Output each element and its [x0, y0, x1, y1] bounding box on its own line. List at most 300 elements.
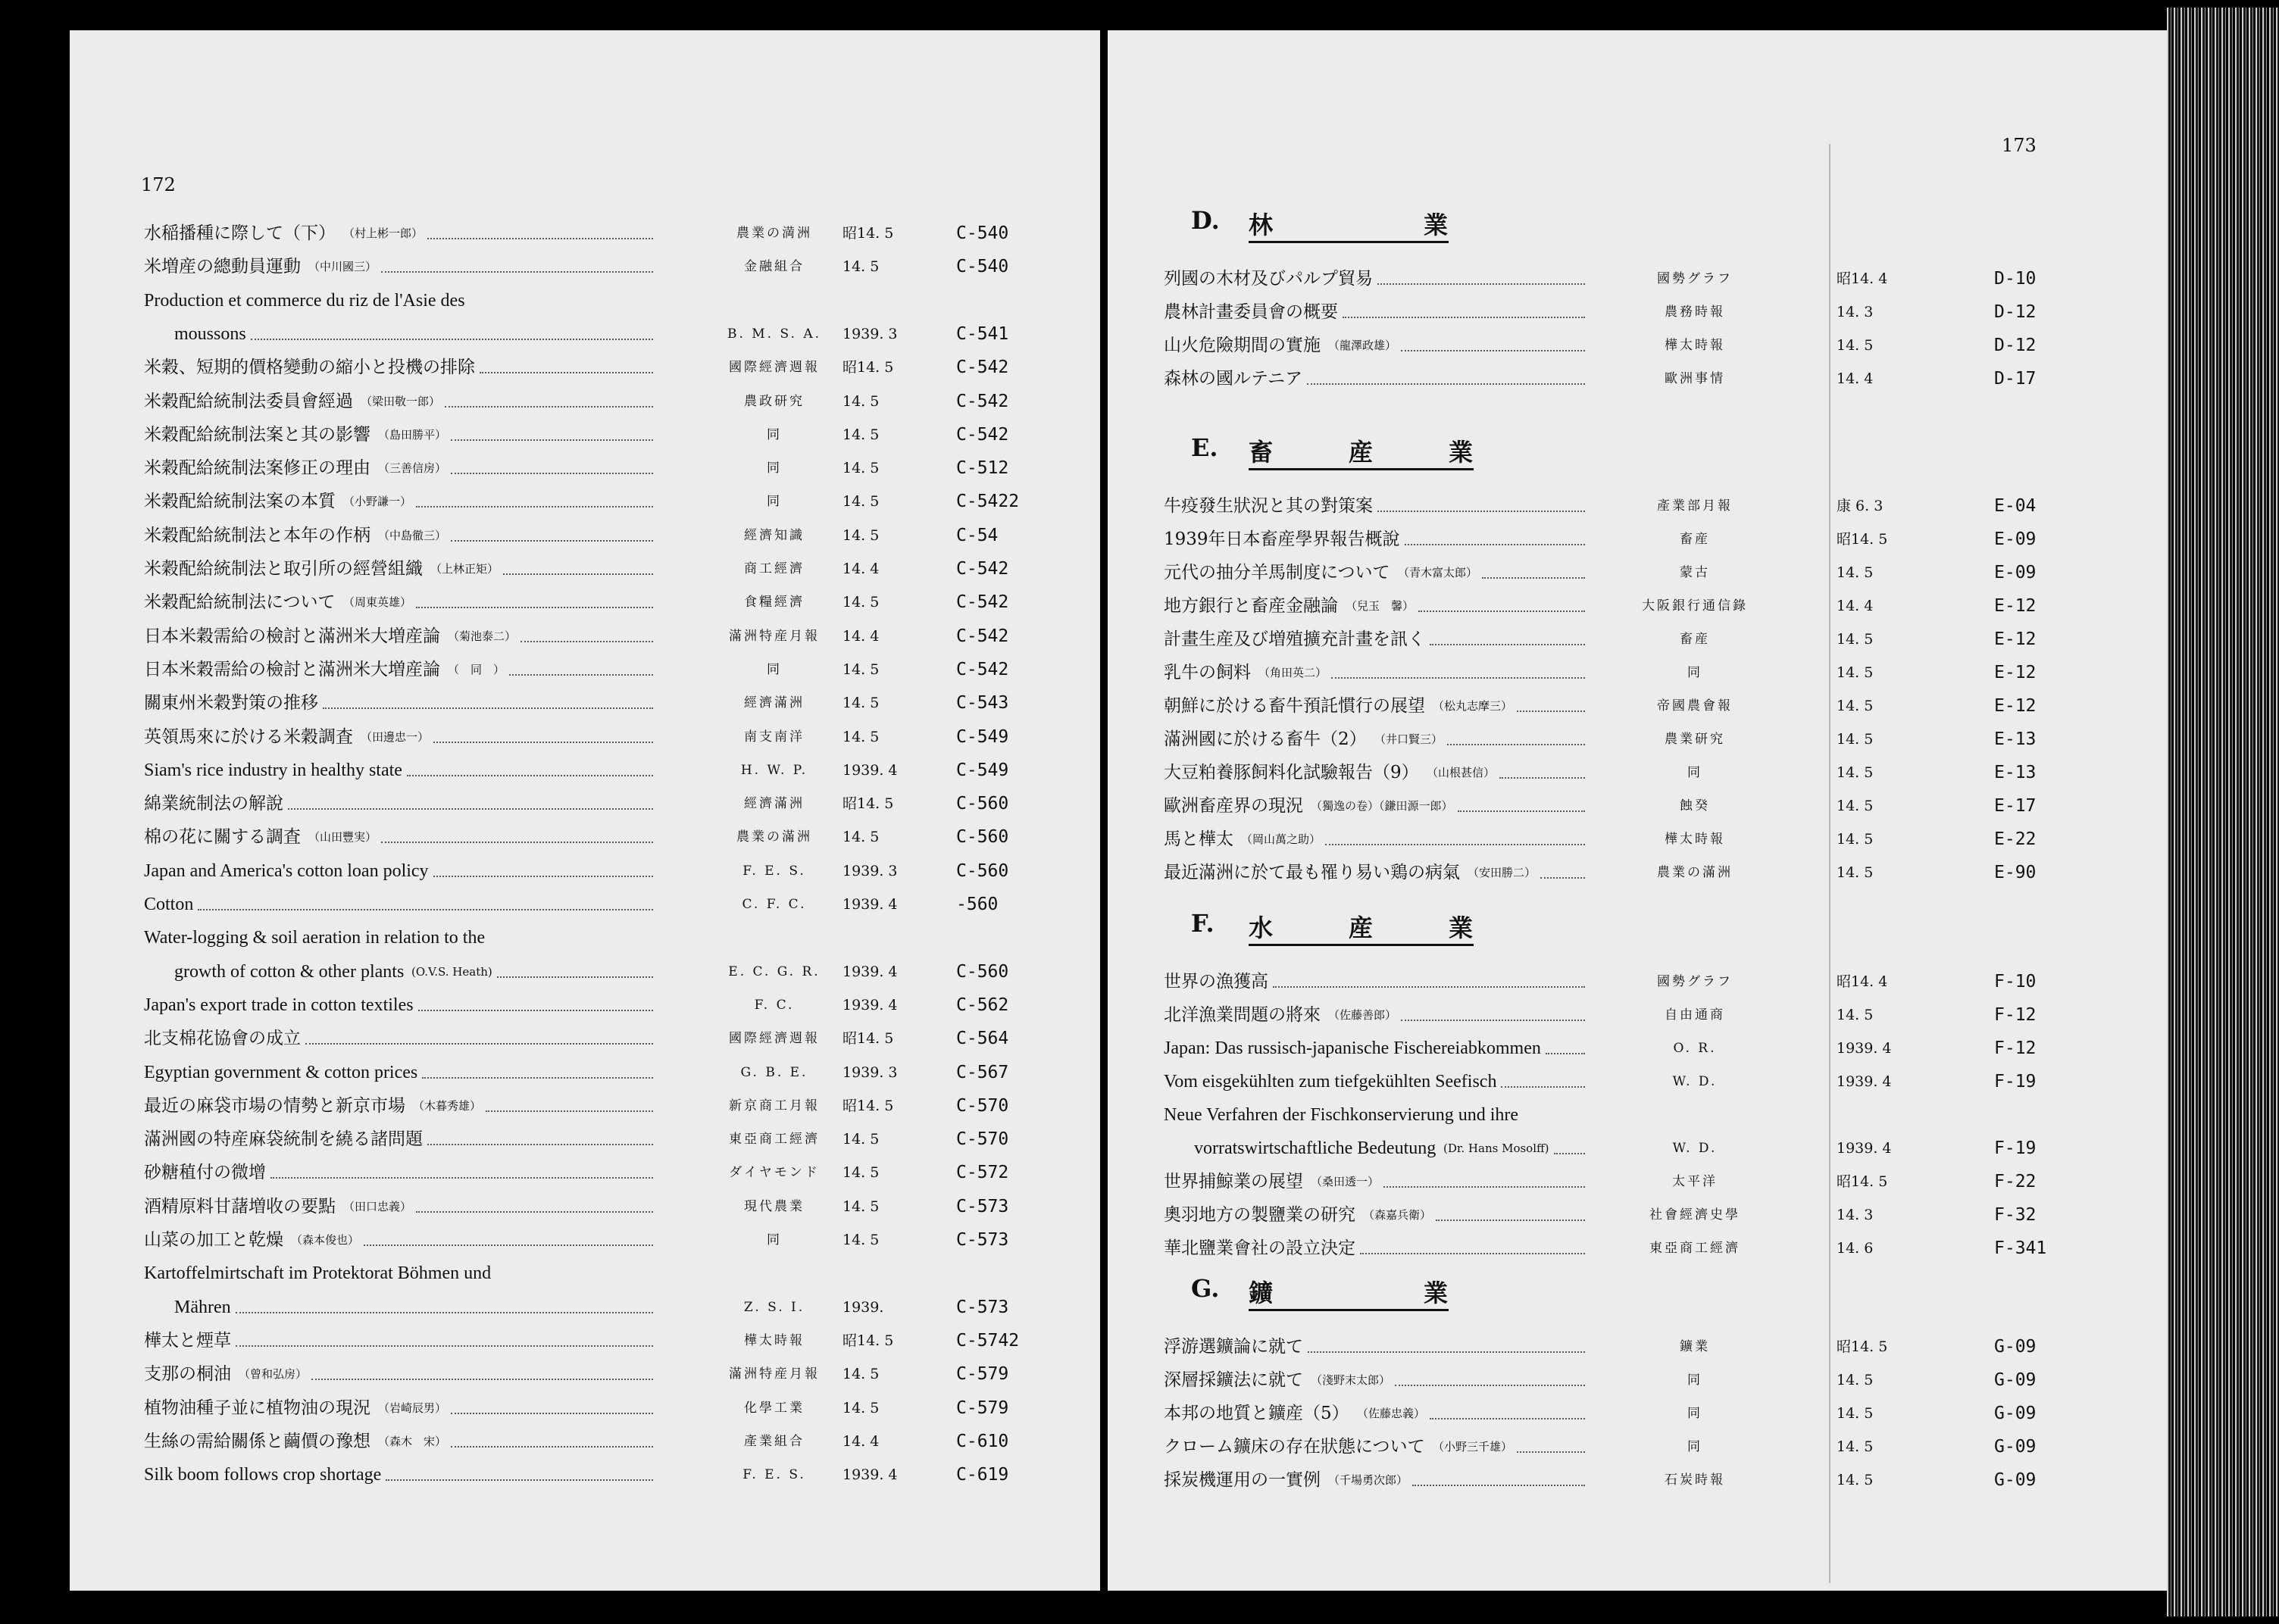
list-item	[70, 723, 1100, 751]
entry-date: 昭14. 5	[1837, 1338, 1888, 1355]
entry-source: 經濟知識	[744, 527, 805, 543]
entry-source: 畜産	[1680, 632, 1710, 647]
section-heading: 鑛 業	[1249, 1274, 1449, 1311]
entry-code: E-12	[1994, 596, 2037, 616]
entry-date: 1939. 4	[843, 761, 898, 779]
entry-date: 14. 5	[1837, 337, 1874, 354]
leader-dots	[364, 1217, 653, 1246]
leader-dots	[1430, 617, 1585, 645]
entry-author: （岡山萬之助）	[1241, 832, 1321, 846]
entry-date: 14. 5	[843, 594, 880, 611]
entry-source: H. W. P.	[740, 762, 808, 778]
entry-source: 同	[1687, 1373, 1702, 1388]
leader-dots	[1546, 1026, 1585, 1054]
entry-date: 昭14. 5	[843, 1332, 894, 1349]
entry-date: 1939. 3	[843, 1063, 898, 1081]
entry-title: 滿洲國に於ける畜牛（2）	[1164, 729, 1367, 749]
entry-code: C-560	[956, 961, 1009, 982]
entry-title: 水稲播種に際して（下）	[144, 223, 336, 243]
entry-date: 14. 5	[1837, 664, 1874, 681]
entry-date: 昭14. 5	[843, 795, 894, 813]
entry-source: G. B. E.	[740, 1064, 808, 1080]
entry-author: （小野謙一）	[343, 495, 412, 509]
entry-title: 樺太と煙草	[144, 1330, 231, 1351]
list-item	[70, 623, 1100, 650]
entry-title: 米穀配給統制法案と其の影響	[144, 424, 370, 445]
entry-author: （中島徹三）	[378, 528, 447, 542]
leader-dots	[1436, 1192, 1585, 1221]
list-item	[70, 891, 1100, 918]
entry-date: 14. 5	[843, 1131, 880, 1148]
entry-author: （森木 宋）	[378, 1434, 447, 1448]
entry-title: 元代の抽分羊馬制度について	[1164, 563, 1390, 582]
entry-source: 農業研究	[1665, 732, 1725, 747]
entry-title: Water-logging & soil aeration in relation to the	[144, 928, 486, 948]
entry-date: 14. 5	[1837, 631, 1874, 648]
page-number: 173	[2002, 135, 2037, 156]
entry-date: 1939. 3	[843, 862, 898, 879]
list-item	[70, 354, 1100, 381]
list-item	[1108, 659, 2167, 686]
entry-code: C-5422	[956, 492, 1020, 512]
leader-dots	[1405, 517, 1585, 545]
entry-author: （周東英雄）	[343, 595, 412, 610]
entry-code: E-22	[1994, 829, 2037, 849]
leader-dots	[386, 1452, 653, 1481]
leader-dots	[451, 1385, 653, 1414]
entry-date: 14. 5	[1837, 698, 1874, 714]
entry-title: vorratswirtschaftliche Bedeutung	[1194, 1138, 1436, 1158]
leader-dots	[305, 1016, 653, 1045]
list-item	[1108, 859, 2167, 886]
entry-title: Cotton	[144, 895, 194, 914]
entry-source: 滿洲特産月報	[729, 1366, 820, 1382]
entry-title: Mähren	[174, 1297, 231, 1317]
entry-code: C-560	[956, 860, 1009, 881]
entry-source: 現代農業	[744, 1198, 805, 1214]
list-item	[70, 958, 1100, 985]
list-item	[70, 1428, 1100, 1455]
leader-dots	[1307, 356, 1585, 385]
leader-dots	[480, 345, 653, 373]
entry-title: 滿洲國の特産麻袋統制を繞る諸問題	[144, 1129, 423, 1150]
entry-source: 樺太時報	[1665, 338, 1725, 353]
entry-title: 森林の國ルテニア	[1164, 369, 1303, 389]
entry-code: E-12	[1994, 663, 2037, 682]
entry-title: 奧羽地方の製鹽業の研究	[1164, 1205, 1355, 1225]
entry-code: E-09	[1994, 563, 2037, 582]
entry-code: C-542	[956, 592, 1009, 613]
leader-dots	[1377, 483, 1585, 512]
leader-dots	[1383, 1159, 1585, 1188]
entry-code: G-09	[1994, 1404, 2037, 1423]
entry-source: B. M. S. A.	[727, 326, 822, 342]
entry-date: 14. 4	[1837, 370, 1874, 387]
entry-author: （安田勝二）	[1468, 866, 1537, 879]
entry-date: 昭14. 4	[1837, 973, 1888, 990]
list-item	[70, 790, 1100, 817]
entry-code: D-17	[1994, 369, 2037, 389]
list-item	[70, 757, 1100, 784]
entry-code: -560	[956, 895, 999, 914]
entry-source: 社會經濟史學	[1649, 1207, 1740, 1223]
entry-code: F-341	[1994, 1238, 2047, 1258]
leader-dots	[521, 614, 653, 642]
entry-title: 最近の麻袋市場の情勢と新京市場	[144, 1095, 405, 1116]
leader-dots	[451, 445, 653, 474]
leader-dots	[1540, 850, 1585, 879]
list-item	[70, 454, 1100, 482]
right-page	[1108, 30, 2167, 1591]
entry-date: 14. 5	[843, 728, 880, 745]
leader-dots	[451, 513, 653, 542]
leader-dots	[1418, 583, 1585, 612]
leader-dots	[1331, 650, 1585, 679]
list-item	[1108, 298, 2167, 326]
entry-source: 國際經濟週報	[729, 360, 820, 376]
leader-dots	[1401, 323, 1585, 351]
entry-title: クローム鑛床の存在狀態について	[1164, 1437, 1425, 1457]
entry-code: C-573	[956, 1297, 1009, 1317]
entry-source: 蝕癸	[1680, 798, 1710, 814]
entry-code: C-562	[956, 995, 1009, 1015]
leader-dots	[416, 579, 653, 608]
list-item	[70, 1327, 1100, 1354]
entry-title: 英領馬來に於ける米穀調査	[144, 726, 353, 747]
list-item	[1108, 792, 2167, 820]
list-item	[70, 287, 1100, 314]
leader-dots	[1360, 1226, 1585, 1254]
list-item	[1108, 492, 2167, 520]
leader-dots	[433, 714, 653, 743]
entry-title: 米増産の總動員運動	[144, 257, 301, 277]
list-item	[70, 1394, 1100, 1422]
entry-title: Neue Verfahren der Fischkonservierung und ihre	[1164, 1105, 1519, 1125]
entry-code: E-13	[1994, 763, 2037, 782]
entry-date: 14. 3	[1837, 304, 1874, 320]
list-item	[70, 1226, 1100, 1254]
entry-source: 經濟滿洲	[744, 796, 805, 812]
entry-code: E-13	[1994, 729, 2037, 749]
entry-source: 國勢グラフ	[1657, 271, 1733, 286]
entry-date: 14. 5	[1837, 731, 1874, 748]
entry-date: 14. 3	[1837, 1207, 1874, 1223]
entry-author: （田邊忠一）	[361, 729, 430, 744]
entry-date: 昭14. 5	[1837, 531, 1888, 548]
entry-source: E. C. G. R.	[728, 963, 821, 979]
entry-code: C-579	[956, 1398, 1009, 1418]
entry-title: 棉の花に關する調査	[144, 827, 301, 848]
leader-dots	[1517, 683, 1585, 712]
entry-date: 1939. 4	[843, 1466, 898, 1484]
leader-dots	[1499, 750, 1585, 779]
entry-code: C-543	[956, 693, 1009, 714]
entry-code: D-10	[1994, 269, 2037, 289]
entry-title: 浮游選鑛論に就て	[1164, 1337, 1303, 1357]
entry-code: G-09	[1994, 1437, 2037, 1457]
entry-title: 歐洲畜産界の現況	[1164, 796, 1303, 816]
list-item	[1108, 1201, 2167, 1229]
section-heading: 水 産 業	[1249, 909, 1474, 946]
entry-date: 昭14. 5	[1837, 1173, 1888, 1190]
list-item	[70, 1025, 1100, 1052]
list-item	[70, 992, 1100, 1019]
entry-title: growth of cotton & other plants	[174, 961, 405, 982]
leader-dots	[270, 1150, 653, 1179]
list-item	[70, 320, 1100, 348]
list-item	[70, 1092, 1100, 1120]
entry-code: G-09	[1994, 1370, 2037, 1390]
entry-title: 大豆粕養豚飼料化試驗報告（9）	[1164, 763, 1419, 782]
entry-code: F-19	[1994, 1138, 2037, 1158]
entry-source: Z. S. I.	[743, 1299, 805, 1315]
list-item	[70, 1260, 1100, 1287]
entry-date: 14. 5	[1837, 798, 1874, 814]
entry-date: 14. 5	[843, 695, 880, 712]
entry-source: 經濟滿洲	[744, 695, 805, 711]
entry-title: Egyptian government & cotton prices	[144, 1062, 418, 1082]
leader-dots	[1430, 1391, 1585, 1419]
leader-dots	[407, 748, 653, 776]
leader-dots	[1482, 550, 1585, 579]
entry-source: 商工經濟	[744, 561, 805, 576]
list-item	[1108, 1135, 2167, 1162]
entry-code: C-541	[956, 323, 1009, 344]
leader-dots	[1395, 1357, 1585, 1386]
entry-code: C-573	[956, 1230, 1009, 1250]
entry-date: 昭14. 5	[843, 1030, 894, 1048]
entry-code: F-32	[1994, 1205, 2037, 1225]
entry-date: 14. 5	[843, 1164, 880, 1182]
entry-source: 同	[1687, 765, 1702, 780]
list-item	[70, 1461, 1100, 1488]
entry-code: C-570	[956, 1095, 1009, 1116]
list-item	[70, 823, 1100, 851]
entry-date: 1939. 3	[843, 325, 898, 342]
list-item	[70, 253, 1100, 280]
entry-source: 東亞商工經濟	[1649, 1241, 1740, 1256]
entry-date: 1939. 4	[1837, 1073, 1892, 1090]
entry-title: 華北鹽業會社の設立決定	[1164, 1238, 1355, 1258]
entry-title: 生絲の需給關係と繭價の豫想	[144, 1431, 370, 1451]
entry-author: （村上彬一郎）	[343, 226, 424, 240]
left-page	[70, 30, 1100, 1591]
list-item	[70, 1360, 1100, 1388]
entry-author: （兒玉 馨）	[1346, 599, 1415, 613]
entry-code: C-549	[956, 726, 1009, 747]
entry-title: 米穀、短期的價格變動の縮小と投機の排除	[144, 358, 475, 378]
leader-dots	[1554, 1126, 1585, 1154]
list-item	[70, 555, 1100, 582]
entry-title: 計畫生産及び増殖擴充計畫を訊く	[1164, 629, 1425, 649]
entry-title: 馬と樺太	[1164, 829, 1233, 849]
entry-date: 昭14. 5	[843, 359, 894, 376]
entry-author: （青木富太郎）	[1398, 566, 1478, 579]
entry-source: 同	[767, 1232, 782, 1248]
entry-date: 14. 5	[1837, 564, 1874, 581]
entry-source: 產業部月報	[1657, 498, 1733, 514]
leader-dots	[503, 546, 653, 575]
entry-source: 太平洋	[1672, 1174, 1718, 1189]
leader-dots	[1343, 289, 1585, 318]
list-item	[70, 220, 1100, 247]
leader-dots	[1501, 1059, 1585, 1088]
entry-source: 東亞商工經濟	[729, 1132, 820, 1148]
entry-code: E-12	[1994, 629, 2037, 649]
leader-dots	[1517, 1424, 1585, 1453]
section-heading: 林 業	[1249, 206, 1449, 243]
entry-code: F-12	[1994, 1005, 2037, 1025]
entry-code: D-12	[1994, 336, 2037, 355]
entry-author: （梁田敬一郎）	[361, 394, 441, 408]
entry-author: （山田豐実）	[308, 830, 377, 845]
entry-source: 同	[1687, 1406, 1702, 1421]
entry-date: 14. 5	[843, 460, 880, 477]
entry-source: 產業組合	[744, 1433, 805, 1449]
leader-dots	[422, 1050, 653, 1079]
entry-code: F-12	[1994, 1038, 2037, 1058]
leader-dots	[1401, 992, 1585, 1021]
entry-author: （山根甚信）	[1427, 766, 1496, 779]
leader-dots	[381, 814, 653, 843]
entry-author: （ 同 ）	[448, 662, 505, 676]
entry-title: 砂糖稙付の微增	[144, 1163, 266, 1183]
list-item	[70, 656, 1100, 683]
entry-date: 14. 4	[843, 627, 880, 645]
entry-code: C-579	[956, 1364, 1009, 1385]
entry-source: F. C.	[754, 997, 795, 1013]
entry-author: （龍澤政雄）	[1328, 339, 1397, 352]
list-item	[1108, 1168, 2167, 1195]
list-item	[1108, 692, 2167, 720]
entry-title: Silk boom follows crop shortage	[144, 1465, 382, 1485]
entry-date: 14. 6	[1837, 1240, 1874, 1257]
entry-date: 14. 5	[1837, 764, 1874, 781]
entry-date: 14. 5	[1837, 1372, 1874, 1388]
entry-date: 14. 5	[843, 392, 880, 410]
entry-code: E-17	[1994, 796, 2037, 816]
list-item	[1108, 1035, 2167, 1062]
entry-title: Siam's rice industry in healthy state	[144, 760, 402, 780]
entry-code: C-560	[956, 794, 1009, 814]
leader-dots	[497, 949, 653, 978]
entry-author: （佐藤忠義）	[1357, 1407, 1426, 1420]
entry-author: （淺野末太郎）	[1311, 1373, 1391, 1387]
entry-source: 同	[767, 494, 782, 510]
entry-source: 自由通商	[1665, 1007, 1725, 1023]
list-item	[1108, 726, 2167, 753]
entry-date: 14. 5	[1837, 1438, 1874, 1455]
entry-source: 滿洲特産月報	[729, 628, 820, 644]
leader-dots	[416, 479, 653, 508]
entry-title: 北支棉花協會の成立	[144, 1029, 301, 1049]
leader-dots	[288, 781, 653, 810]
leader-dots	[451, 412, 653, 441]
entry-code: C-573	[956, 1196, 1009, 1216]
list-item	[70, 1193, 1100, 1220]
entry-source: 同	[767, 461, 782, 476]
entry-title: 1939年日本畜産學界報告概說	[1164, 529, 1400, 549]
list-item	[70, 1159, 1100, 1186]
entry-source: 同	[767, 661, 782, 677]
entry-title: 地方銀行と畜産金融論	[1164, 596, 1338, 616]
list-item	[1108, 1433, 2167, 1460]
entry-date: 14. 5	[843, 829, 880, 846]
leader-dots	[433, 848, 653, 877]
leader-dots	[427, 211, 653, 239]
list-item	[70, 388, 1100, 415]
entry-author: （三善信房）	[378, 461, 447, 476]
list-item	[1108, 1400, 2167, 1427]
entry-date: 14. 5	[843, 526, 880, 544]
book-page-edges	[2167, 8, 2279, 1616]
entry-date: 14. 5	[843, 1198, 880, 1215]
entry-title: Vom eisgekühlten zum tiefgekühlten Seefisch	[1164, 1072, 1497, 1092]
leader-dots	[323, 680, 653, 709]
list-item	[1108, 592, 2167, 620]
entry-code: C-540	[956, 257, 1009, 277]
section-letter: F.	[1191, 909, 1215, 938]
entry-source: 樺太時報	[744, 1332, 805, 1348]
entry-author: （角田英二）	[1258, 666, 1327, 679]
entry-code: G-09	[1994, 1470, 2037, 1490]
list-item	[1108, 1333, 2167, 1360]
entry-date: 14. 4	[843, 1432, 880, 1450]
entry-title: Kartoffelmirtschaft im Protektorat Böhmen und	[144, 1263, 492, 1284]
entry-author: (O.V.S. Heath)	[411, 964, 492, 979]
entry-title: Production et commerce du riz de l'Asie des	[144, 290, 465, 311]
entry-date: 14. 5	[1837, 831, 1874, 848]
list-item	[70, 689, 1100, 717]
entry-title: 支那の桐油	[144, 1364, 231, 1385]
entry-source: F. E. S.	[742, 1467, 806, 1483]
entry-code: F-10	[1994, 972, 2037, 992]
entry-code: E-04	[1994, 496, 2037, 516]
entry-title: Japan: Das russisch-japanische Fischereiabkommen	[1164, 1038, 1541, 1058]
leader-dots	[236, 1318, 653, 1347]
entry-source: 同	[1687, 1439, 1702, 1454]
list-item	[70, 589, 1100, 616]
entry-code: C-564	[956, 1029, 1009, 1049]
entry-author: （松丸志摩三）	[1433, 699, 1513, 713]
list-item	[70, 1126, 1100, 1153]
entry-code: C-542	[956, 559, 1009, 579]
entry-code: C-512	[956, 458, 1009, 479]
entry-title: 最近滿洲に於て最も罹り易い鶏の病氣	[1164, 863, 1460, 882]
entry-source: O. R.	[1673, 1041, 1717, 1056]
entry-source: 樺太時報	[1665, 832, 1725, 847]
list-item	[1108, 365, 2167, 392]
entry-source: W. D.	[1672, 1074, 1718, 1089]
entry-title: 米穀配給統制法と本年の作柄	[144, 525, 370, 545]
leader-dots	[416, 1184, 653, 1213]
list-item	[1108, 1466, 2167, 1494]
entry-title: 世界捕鯨業の展望	[1164, 1172, 1303, 1191]
entry-date: 14. 5	[843, 493, 880, 511]
entry-title: Japan and America's cotton loan policy	[144, 860, 429, 881]
entry-code: C-560	[956, 827, 1009, 848]
entry-date: 14. 5	[1837, 1472, 1874, 1488]
entry-title: 關東州米穀對策の推移	[144, 693, 318, 714]
entry-title: 列國の木材及びパルプ貿易	[1164, 269, 1373, 289]
entry-date: 1939.	[843, 1298, 884, 1316]
entry-author: （桑田透一）	[1311, 1175, 1380, 1188]
leader-dots	[1377, 256, 1585, 285]
entry-title: 米穀配給統制法案修正の理由	[144, 458, 370, 479]
leader-dots	[1325, 817, 1585, 845]
entry-code: C-542	[956, 626, 1009, 646]
section-letter: G.	[1191, 1274, 1220, 1303]
